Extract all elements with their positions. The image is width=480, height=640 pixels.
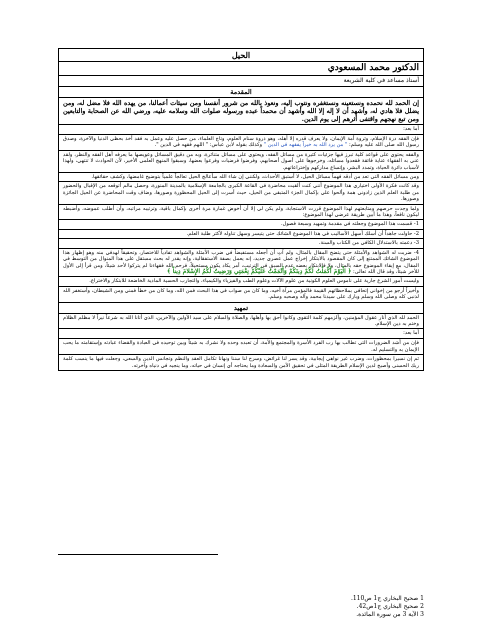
paragraph-tawhid: فإن من أشد الضرورات التي تطالب بها رب الفرد الأسرة والمجتمع والأمة، أن تعبده وحده ولا نشرك به شيئاً وبين توحيده في العبادة والقضاء عبادته وإستقامته ما يحب الإيمان به والتسليم له. — [59, 339, 423, 355]
amma-baad-label: أما بعد: — [59, 125, 423, 135]
paragraph-praise: الحمد لله الذي أنار عقول المؤمنين، وألزمهم كلمة التقوى وكانوا أحق بها وأهلها، والصلاة والسلام على سيد الأولين والآخرين، الذي أتانا الله به شرعاً نيراً لا مظلم الظلام وختم به دين الإسلام. — [59, 314, 423, 330]
footnote-item: 2 صحيح البخاري ج1ص42. — [356, 603, 424, 610]
author-affiliation: أستاذ مساعد في كلية الشريعة — [59, 76, 423, 87]
list-item: 2- حاولت جاهداً أن أسلك أسهل الأساليب في هذا الموضوع الشائك حتى يتيسر وسهل تناوله لأكثر طلبة العلم. — [59, 230, 423, 239]
footnote-divider — [58, 554, 218, 555]
paragraph-hiyal: ومن مسائل الفقه التي تعد من أدقه فهماً مسائل الحيل، لا أستبق الأحداث، ولكنني إن شاء الله سأعالج الحيل تعالجاً علمياً بتوضيح غامضها، وكشف حقائقها. — [59, 173, 423, 182]
paragraph-fiqh — [59, 135, 423, 151]
list-item: 1- قسمت هذا الموضوع وجعلته في مقدمة وتمهيد وسبعة فصول. — [59, 220, 423, 229]
paragraph-fiqh-text: فإن الفقه درة الإسلام، وثروة أمة الإيمان، ولا يعرف قدره إلا أهله، وهو ذروة سنام العلوم، وتاج العلماء، من حصل عليه وعمل به فقد أخذ بحظي الدنيا والآخرة، وصدق رسول الله صلى الله عليه وسلم: — [63, 136, 419, 149]
intro-heading: المقدمة — [59, 87, 423, 98]
document-title: الحيل — [59, 49, 423, 62]
paragraph-closing: وأخيراً أرجو من إخواني إتحافي بملاحظاتهم القيمة فالمؤمن مرآة أخيه، وما كان من صواب في هذا البحث فمن الله، وما كان من خطأ فمني ومن الشيطان، وأستغفر الله لذنبي كله وصلى الله وسلم وبارك على سيدنا محمد وآله وصحبه وسلم. — [59, 287, 423, 303]
amma-baad-label-2: أما بعد: — [59, 329, 423, 339]
quran-verse: ﴿ الْيَوْمَ أَكْمَلْتُ لَكُمْ دِينَكُمْ وَأَتْمَمْتُ عَلَيْكُمْ نِعْمَتِي وَرَضِيتُ لَكُمُ الإِسْلامَ دِيناً ﴾ — [166, 267, 352, 275]
footnotes — [218, 595, 424, 619]
paragraph-lecture: وقد كانت فكرة الأولى اختياري هذا الموضوع أنني كنت ألقيت محاضرة في القاعة الكبرى بالجامعة الإسلامية بالمدينة المنورة، وحصل مالم أتوقعه من الإقبال والحضور من طلبة العلم الذين زادوني همة وألحوا علي بإكمال الجزء المتبقي من الحيل، حيث أسرت إلى الحيل المحظورة وصورها، وضاف وقت المحاضرة عن الحيل الجائزة وصورها. — [59, 182, 423, 204]
paragraph-method: ولما وجدت حرصهم ومتابعتهم لهذا الموضوع قررت الاستجابة، ولم يكن لي إلا أن أخوض غمارة مرة أخرى بإكمال باقية، وترتيبه مراتبه، وأن أطلب عموضه، وأضبطه ليكون نافعاً، وهذا ما أبين طريقة عرضي لهذا الموضوع: — [59, 205, 423, 221]
footnote-item: 1 صحيح البخاري ج1 ص110. — [350, 595, 424, 602]
list-item: 3- دعمته بالاستدلال الكافي من الكتاب والسنة. — [59, 239, 423, 248]
paragraph-fiqh-tail: وكذلك بقوله لابن عباس: " اللهم فقهه في الدين ". — [154, 142, 263, 149]
intro-paragraph: إن الحمد لله نحمده ونستعينه ونستغفره ونتوب إليه، ونعوذ بالله من شرور أنفسنا ومن سيئات أعمالنا، من يهده الله فلا مضل له، ومن يضلل فلا هادي له، وأشهد أن لا إله إلا الله وأشهد أن محمداً عبده ورسوله صلوات الله وسلامه عليه، ورضي الله عن الصحابة والتابعين ومن تبع نهجهم واقتفى أثرهم إلى يوم الدين. — [59, 98, 423, 125]
tamhid-heading: تمهيد — [59, 303, 423, 314]
list-item-examples — [59, 249, 423, 278]
paragraph-rules: والفقه يحتوي على قواعد كلية تبرز فيها جزئيات كثيرة من مسائل الفقه، ويحتوي على مسائل متناثرة، وبه من دقيق المسائل وعويصها ما يعرفه أهل الفقه والنظر، ولقد عني به الفقهاء عناية فائقة فقعدوا مسائله، وخرجوها على أصول أصحابهم، وفرضوا فرضيات وفرعوا بعضها، وسبقوا المنهج العلمي الأخير، لأن الحوادث لا تنتهي، ولهذا لأسباب دائرة الحياة، وتمدد البشر، وإتساع مداركهم وإختراعاتهم. — [59, 151, 423, 173]
document-table — [58, 48, 424, 371]
hadith-quote: " من يرد الله به خيراً يفقهه في الدين " — [263, 142, 348, 149]
list-item-text: 4- ضربت له الشواهد والأمثلة حتى يتضح المقال بالمثال، ولم آتِ أن أجعله مستفيضاً في ضرب الأمثلة والشواهد تفادياً للاختصار، وتحقيقاً لهدفي منه وهو إظهار هذا الموضوع الشائك الممتنع إلى كان المقصود بالابتكار إخراج عمل عصري جديد، إنه يعمل بصفة الاستفقالية، وإنه يقدر له بحث مستقل على هذا المنوال من التوسط في المقال، مع إبقاء الموضوع حقه بالمثال، ولا فالابتكار بعضه عدم السبق في الترتيب، أمر يكاد يكون مستحيلاً، فرحم الله فقهاءنا لم يتركوا لأحد شيئاً، ومن قرأ إلى الأول للأخر شيئاً، وقد قال الله تعالى: — [63, 249, 419, 275]
footnote-item: 3 الآية 3 من سورة المائدة. — [356, 611, 424, 618]
paragraph-sharia-order: ثم إن نسيرا بمحظورات، وضرب غير نواهي إيجابية، وقد يسر لنا غرائض، وسرح لنا سننا ونهانا تكامل العقد والنظم وتجانس الدين والسعي، وجعلت فيها ما ينسب كلمة ربك الحسنى وأصبح لدين الإسلام الطريقة المثلى في تحقيق الأمن والسعادة وما يحتاجه أي إنسان في حياته، وما ينجيه في دنياه وآخرته. — [63, 356, 419, 369]
author-name: الدكتور محمد المسعودي — [59, 62, 423, 76]
paragraph-sharia: وليست أمور الشرع جارية على ناموس العلوم الكونية من علوم الآلات وعلوم الطب والفيزياء والكيمياء، والتجارب الحسية المادية الخاضعة للابتكار والاختراع. — [59, 277, 423, 286]
